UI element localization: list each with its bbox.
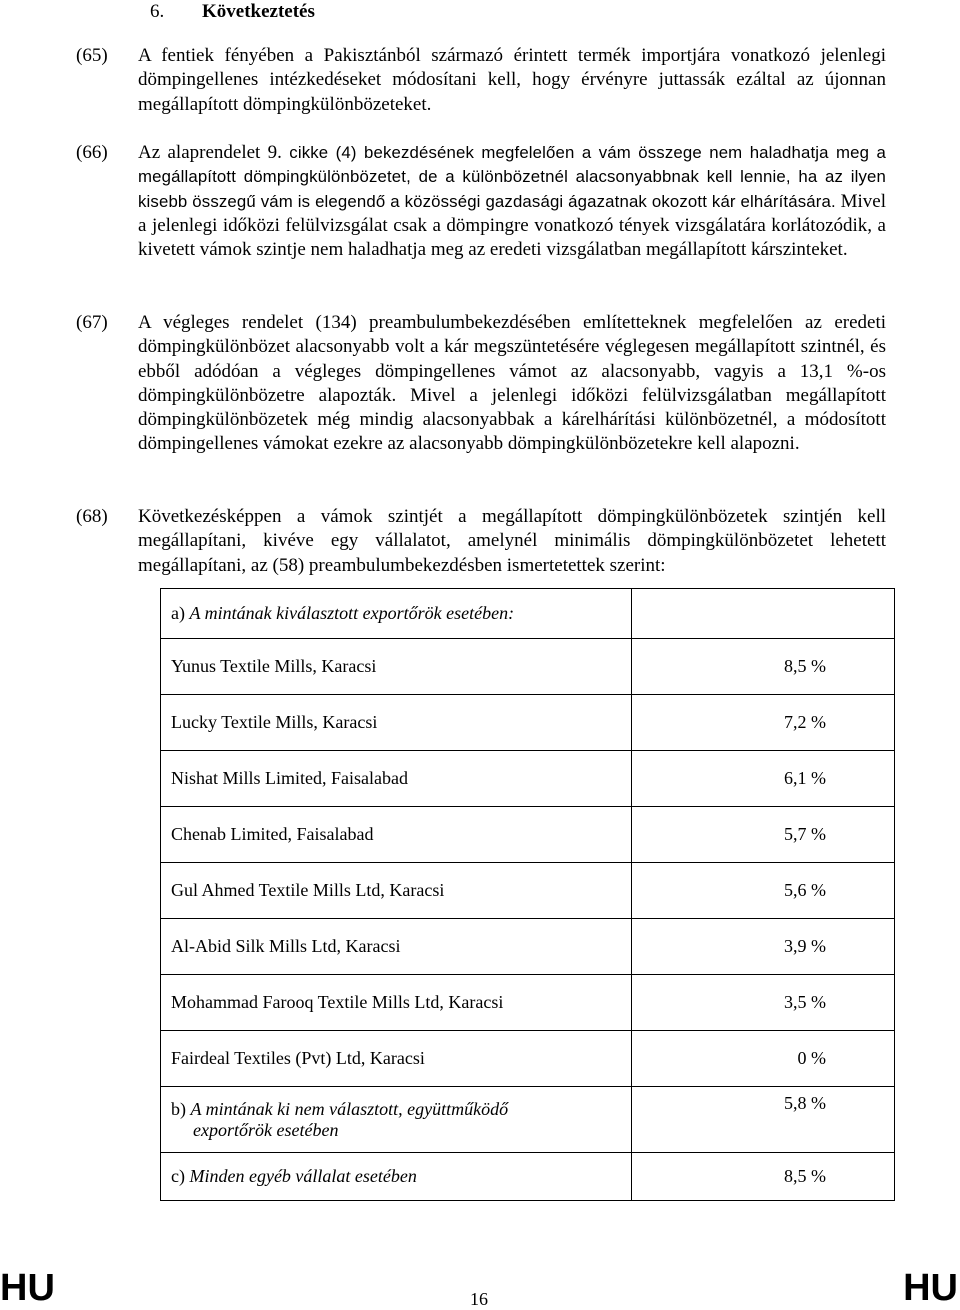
group-b-rate: 5,8 % [632,1087,895,1153]
duty-rates-table [160,588,895,1201]
paragraph-text-rest: Mivel a jelenlegi időközi felülvizsgálat csak a dömpingre vonatkozó tények vizsgálatára korlátozódik, a kivetett vámok szintje nem haladhatja meg az eredeti vizsgálatban megállapított kárszinteket. [138,190,886,261]
table-group-b-row [161,1087,895,1153]
duty-rate: 6,1 % [632,751,895,807]
group-c-rate: 8,5 % [632,1153,895,1201]
duty-rate: 3,9 % [632,919,895,975]
duty-rate: 7,2 % [632,695,895,751]
company-name: Fairdeal Textiles (Pvt) Ltd, Karacsi [161,1031,632,1087]
paragraph-number: (67) [76,312,108,333]
company-name: Lucky Textile Mills, Karacsi [161,695,632,751]
duty-rate: 5,6 % [632,863,895,919]
company-name: Yunus Textile Mills, Karacsi [161,639,632,695]
paragraph-number: (68) [76,506,108,527]
group-b-label: b) [171,1098,186,1119]
company-name: Mohammad Farooq Textile Mills Ltd, Karacsi [161,975,632,1031]
paragraph-65 [76,44,886,117]
paragraph-number: (66) [76,142,108,163]
group-a-label: a) [171,603,185,623]
table-row [161,863,895,919]
duty-rate: 3,5 % [632,975,895,1031]
table-row [161,695,895,751]
table-row [161,919,895,975]
footer-language-left: HU [0,1267,55,1309]
group-c-label: c) [171,1166,185,1186]
company-name: Nishat Mills Limited, Faisalabad [161,751,632,807]
paragraph-text-sans: cikke (4) bekezdésének megfelelően a vám összege nem haladhatja meg a megállapított dömpingkülönbözetet, de a különbözetnél alacsonyabbnak kell lennie, ha az ilyen kisebb összegű vám is elegendő a közösségi gazdasági ágazatnak okozott kár elhárítására. [138,143,887,211]
table-group-a-header [161,589,895,639]
table-group-c-row [161,1153,895,1201]
table-row [161,975,895,1031]
paragraph-text: A végleges rendelet (134) preambulumbekezdésében említetteknek megfelelően az eredeti dömpingkülönbözet alacsonyabb volt a kár megszüntetésére véglegesen megállapított szintnél, és ebből adódóan a végleges dömpingellenes vámot az alacsonyabb, vagyis a 13,1 %-os dömpingkülönbözetre alapozták. Mivel a jelenlegi időközi felülvizsgálatban megállapított dömpingkülönbözetek még mindig alacsonyabbak a kárelhárítási különbözetnél, a módosított dömpingellenes vámokat ezekre az alacsonyabb dömpingkülönbözetekre kell alapozni. [138,312,886,455]
section-heading [150,0,315,24]
page-number: 16 [470,1289,488,1309]
paragraph-number: (65) [76,45,108,66]
group-b-title-line1: A mintának ki nem választott, együttműködő [190,1098,509,1119]
footer-language-right: HU [903,1267,958,1309]
company-name: Gul Ahmed Textile Mills Ltd, Karacsi [161,863,632,919]
section-title: Következtetés [202,1,315,22]
table-row [161,639,895,695]
group-c-title: Minden egyéb vállalat esetében [189,1166,417,1186]
duty-rate: 8,5 % [632,639,895,695]
paragraph-text-lead: Az alaprendelet 9. [138,142,282,163]
group-a-title: A mintának kiválasztott exportőrök esetében: [189,603,515,623]
company-name: Al-Abid Silk Mills Ltd, Karacsi [161,919,632,975]
paragraph-text: Következésképpen a vámok szintjét a megállapított dömpingkülönbözetek szintjén kell megállapítani, kivéve egy vállalatot, amelynél minimális dömpingkülönbözetet lehetett megállapítani, az (58) preambulumbekezdésben ismertetettek szerint: [138,506,886,576]
paragraph-text: A fentiek fényében a Pakisztánból származó érintett termék importjára vonatkozó jelenlegi dömpingellenes intézkedéseket módosítani kell, hogy érvényre juttassák ezáltal az újonnan megállapított dömpingkülönbözeteket. [138,45,886,115]
group-b-title-cell [161,1087,632,1153]
paragraph-66 [76,141,886,262]
section-number: 6. [150,1,165,22]
group-c-title-cell [161,1153,632,1201]
group-a-rate-cell [632,589,895,639]
table-row [161,751,895,807]
table-row [161,807,895,863]
paragraph-text [138,141,886,262]
duty-rate: 0 % [632,1031,895,1087]
paragraph-68 [76,505,886,578]
group-a-title-cell [161,589,632,639]
group-b-title-line2: exportőrök esetében [193,1119,339,1140]
table-row [161,1031,895,1087]
company-name: Chenab Limited, Faisalabad [161,807,632,863]
duty-rate: 5,7 % [632,807,895,863]
paragraph-67 [76,311,886,457]
